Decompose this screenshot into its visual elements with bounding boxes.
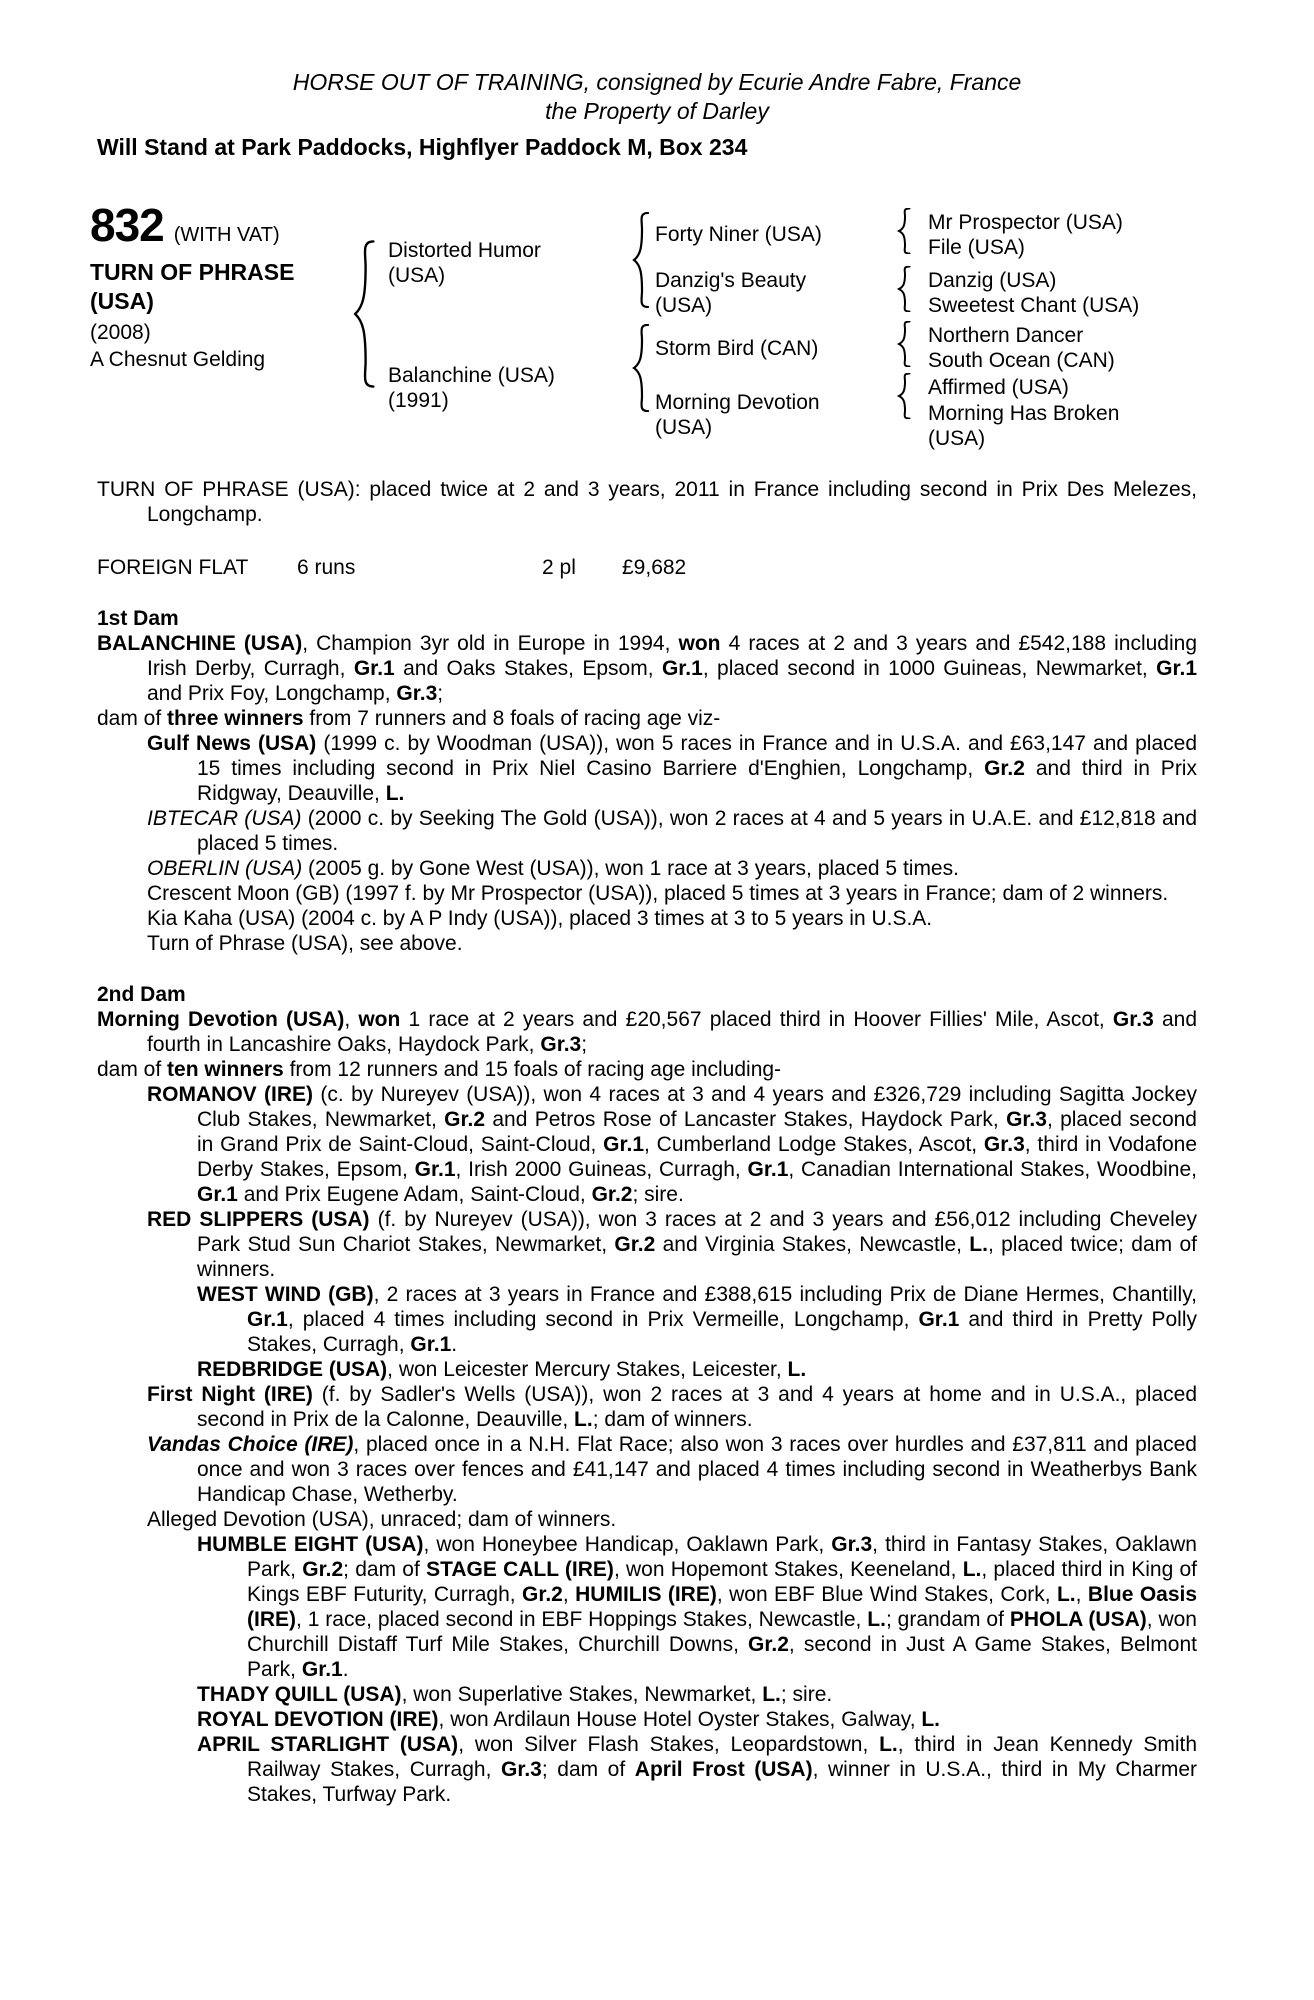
pedigree-brace-gen1 [350,240,376,388]
catalogue-paragraph: Vandas Choice (IRE), placed once in a N.H. Flat Race; also won 3 races over hurdles and £37,811 and placed once and won 3 races over fences and £41,147 and placed 4 times including second in Weatherbys Bank Handicap Chase, Wetherby. [147,1433,1197,1506]
pedigree-gen3-7: Affirmed (USA) [928,376,1069,399]
race-runs: 6 runs [297,556,356,579]
section-heading: 1st Dam [97,607,179,630]
pedigree-gen3-5: Northern Dancer [928,324,1084,347]
catalogue-paragraph: Alleged Devotion (USA), unraced; dam of winners. [147,1508,617,1531]
pedigree-brace-sire-parents [630,212,650,308]
pedigree-gen3-4: Sweetest Chant (USA) [928,294,1140,317]
horse-description: A Chesnut Gelding [90,348,266,371]
race-placings: 2 pl [542,556,576,579]
catalogue-paragraph: Gulf News (USA) (1999 c. by Woodman (USA)), won 5 races in France and in U.S.A. and £63,147 and placed 15 times including second in Prix Niel Casino Barriere d'Enghien, Longchamp, Gr.2 and third in Prix Ridgway, Deauville, L. [147,732,1197,805]
catalogue-text [97,477,1197,1807]
catalogue-paragraph: BALANCHINE (USA), Champion 3yr old in Europe in 1994, won 4 races at 2 and 3 years and £542,188 including Irish Derby, Curragh, Gr.1 and Oaks Stakes, Epsom, Gr.1, placed second in 1000 Guineas, Newmarket, Gr.1 and Prix Foy, Longchamp, Gr.3; [97,632,1198,705]
lot-row [90,199,280,251]
vat-note: (WITH VAT) [173,224,280,246]
catalogue-paragraph: THADY QUILL (USA), won Superlative Stakes, Newmarket, L.; sire. [197,1683,833,1706]
catalogue-paragraph: dam of ten winners from 12 runners and 15 foals of racing age including- [97,1058,782,1081]
pedigree-gen2-sire-dam: Danzig's Beauty (USA) [655,269,807,317]
pedigree-brace-pair4 [896,373,911,419]
catalogue-paragraph: APRIL STARLIGHT (USA), won Silver Flash Stakes, Leopardstown, L., third in Jean Kennedy Smith Railway Stakes, Curragh, Gr.3; dam of April Frost (USA), winner in U.S.A., third in My Charmer Stakes, Turfway Park. [197,1733,1198,1806]
catalogue-paragraph: REDBRIDGE (USA), won Leicester Mercury Stakes, Leicester, L. [197,1358,807,1381]
pedigree-gen2-dam-dam: Morning Devotion (USA) [655,391,820,439]
catalogue-body [97,606,1197,1807]
catalogue-paragraph: IBTECAR (USA) (2000 c. by Seeking The Gold (USA)), won 2 races at 4 and 5 years in U.A.E. and £12,818 and placed 5 times. [147,807,1197,855]
catalogue-paragraph: ROYAL DEVOTION (IRE), won Ardilaun House Hotel Oyster Stakes, Galway, L. [197,1708,941,1731]
pedigree-brace-dam-parents [630,324,650,412]
catalogue-paragraph: Crescent Moon (GB) (1997 f. by Mr Prospector (USA)), placed 5 times at 3 years in France; dam of 2 winners. [147,882,1169,905]
pedigree-gen3-6: South Ocean (CAN) [928,349,1115,372]
race-category: FOREIGN FLAT [97,556,249,579]
pedigree-dam [388,363,555,413]
pedigree-gen3-2: File (USA) [928,236,1025,259]
pedigree-sire-line2: (USA) [388,264,446,287]
race-earnings: £9,682 [622,556,687,579]
pedigree-gen3-8: Morning Has Broken (USA) [928,402,1120,450]
section-heading: 2nd Dam [97,983,186,1006]
pedigree-table [90,200,1250,500]
race-record-table [97,555,1197,580]
pedigree-brace-pair1 [896,208,911,254]
pedigree-gen3-1: Mr Prospector (USA) [928,211,1123,234]
catalogue-paragraph: ROMANOV (IRE) (c. by Nureyev (USA)), won 4 races at 3 and 4 years and £326,729 including Sagitta Jockey Club Stakes, Newmarket, Gr.2 and Petros Rose of Lancaster Stakes, Haydock Park, Gr.3, placed second in Grand Prix de Saint-Cloud, Saint-Cloud, Gr.1, Cumberland Lodge Stakes, Ascot, Gr.3, third in Vodafone Derby Stakes, Epsom, Gr.1, Irish 2000 Guineas, Curragh, Gr.1, Canadian International Stakes, Woodbine, Gr.1 and Prix Eugene Adam, Saint-Cloud, Gr.2; sire. [147,1083,1197,1206]
race-record-summary: TURN OF PHRASE (USA): placed twice at 2 and 3 years, 2011 in France including second in Prix Des Melezes, Longchamp. [97,478,1197,526]
pedigree-sire [388,238,541,288]
consignor-line: HORSE OUT OF TRAINING, consigned by Ecurie Andre Fabre, France [292,69,1022,95]
catalogue-paragraph: dam of three winners from 7 runners and 8 foals of racing age viz- [97,707,721,730]
pedigree-gen2-sire-sire: Forty Niner (USA) [655,223,822,246]
catalogue-paragraph: Turn of Phrase (USA), see above. [147,932,463,955]
property-line: the Property of Darley [545,98,769,124]
horse-name: TURN OF PHRASE (USA) [90,259,295,314]
catalogue-paragraph: WEST WIND (GB), 2 races at 3 years in France and £388,615 including Prix de Diane Hermes, Chantilly, Gr.1, placed 4 times including second in Prix Vermeille, Longchamp, Gr.1 and third in Pretty Polly Stakes, Curragh, Gr.1. [197,1283,1197,1356]
lot-number: 832 [90,199,164,251]
pedigree-brace-pair3 [896,321,911,367]
pedigree-sire-line1: Distorted Humor [388,239,541,262]
foal-year: (2008) [90,321,151,344]
catalogue-paragraph: Morning Devotion (USA), won 1 race at 2 years and £20,567 placed third in Hoover Fillies' Mile, Ascot, Gr.3 and fourth in Lancashire Oaks, Haydock Park, Gr.3; [97,1008,1198,1056]
catalogue-paragraph: RED SLIPPERS (USA) (f. by Nureyev (USA)), won 3 races at 2 and 3 years and £56,012 including Cheveley Park Stud Sun Chariot Stakes, Newmarket, Gr.2 and Virginia Stakes, Newcastle, L., placed twice; dam of winners. [147,1208,1197,1281]
catalogue-paragraph: First Night (IRE) (f. by Sadler's Wells (USA)), won 2 races at 3 and 4 years at home and in U.S.A., placed second in Prix de la Calonne, Deauville, L.; dam of winners. [147,1383,1197,1431]
pedigree-dam-line1: Balanchine (USA) [388,364,555,387]
catalogue-paragraph: HUMBLE EIGHT (USA), won Honeybee Handicap, Oaklawn Park, Gr.3, third in Fantasy Stakes, Oaklawn Park, Gr.2; dam of STAGE CALL (IRE), won Hopemont Stakes, Keeneland, L., placed third in King of Kings EBF Futurity, Curragh, Gr.2, HUMILIS (IRE), won EBF Blue Wind Stakes, Cork, L., Blue Oasis (IRE), 1 race, placed second in EBF Hoppings Stakes, Newcastle, L.; grandam of PHOLA (USA), won Churchill Distaff Turf Mile Stakes, Churchill Downs, Gr.2, second in Just A Game Stakes, Belmont Park, Gr.1. [197,1533,1198,1681]
pedigree-dam-line2: (1991) [388,389,449,412]
catalogue-paragraph: Kia Kaha (USA) (2004 c. by A P Indy (USA)), placed 3 times at 3 to 5 years in U.S.A. [147,907,933,930]
pedigree-brace-pair2 [896,266,911,312]
catalogue-paragraph: OBERLIN (USA) (2005 g. by Gone West (USA)), won 1 race at 3 years, placed 5 times. [147,857,959,880]
pedigree-gen2-dam-sire: Storm Bird (CAN) [655,337,819,360]
stand-location-line: Will Stand at Park Paddocks, Highflyer Paddock M, Box 234 [97,134,748,160]
pedigree-gen3-3: Danzig (USA) [928,269,1057,292]
